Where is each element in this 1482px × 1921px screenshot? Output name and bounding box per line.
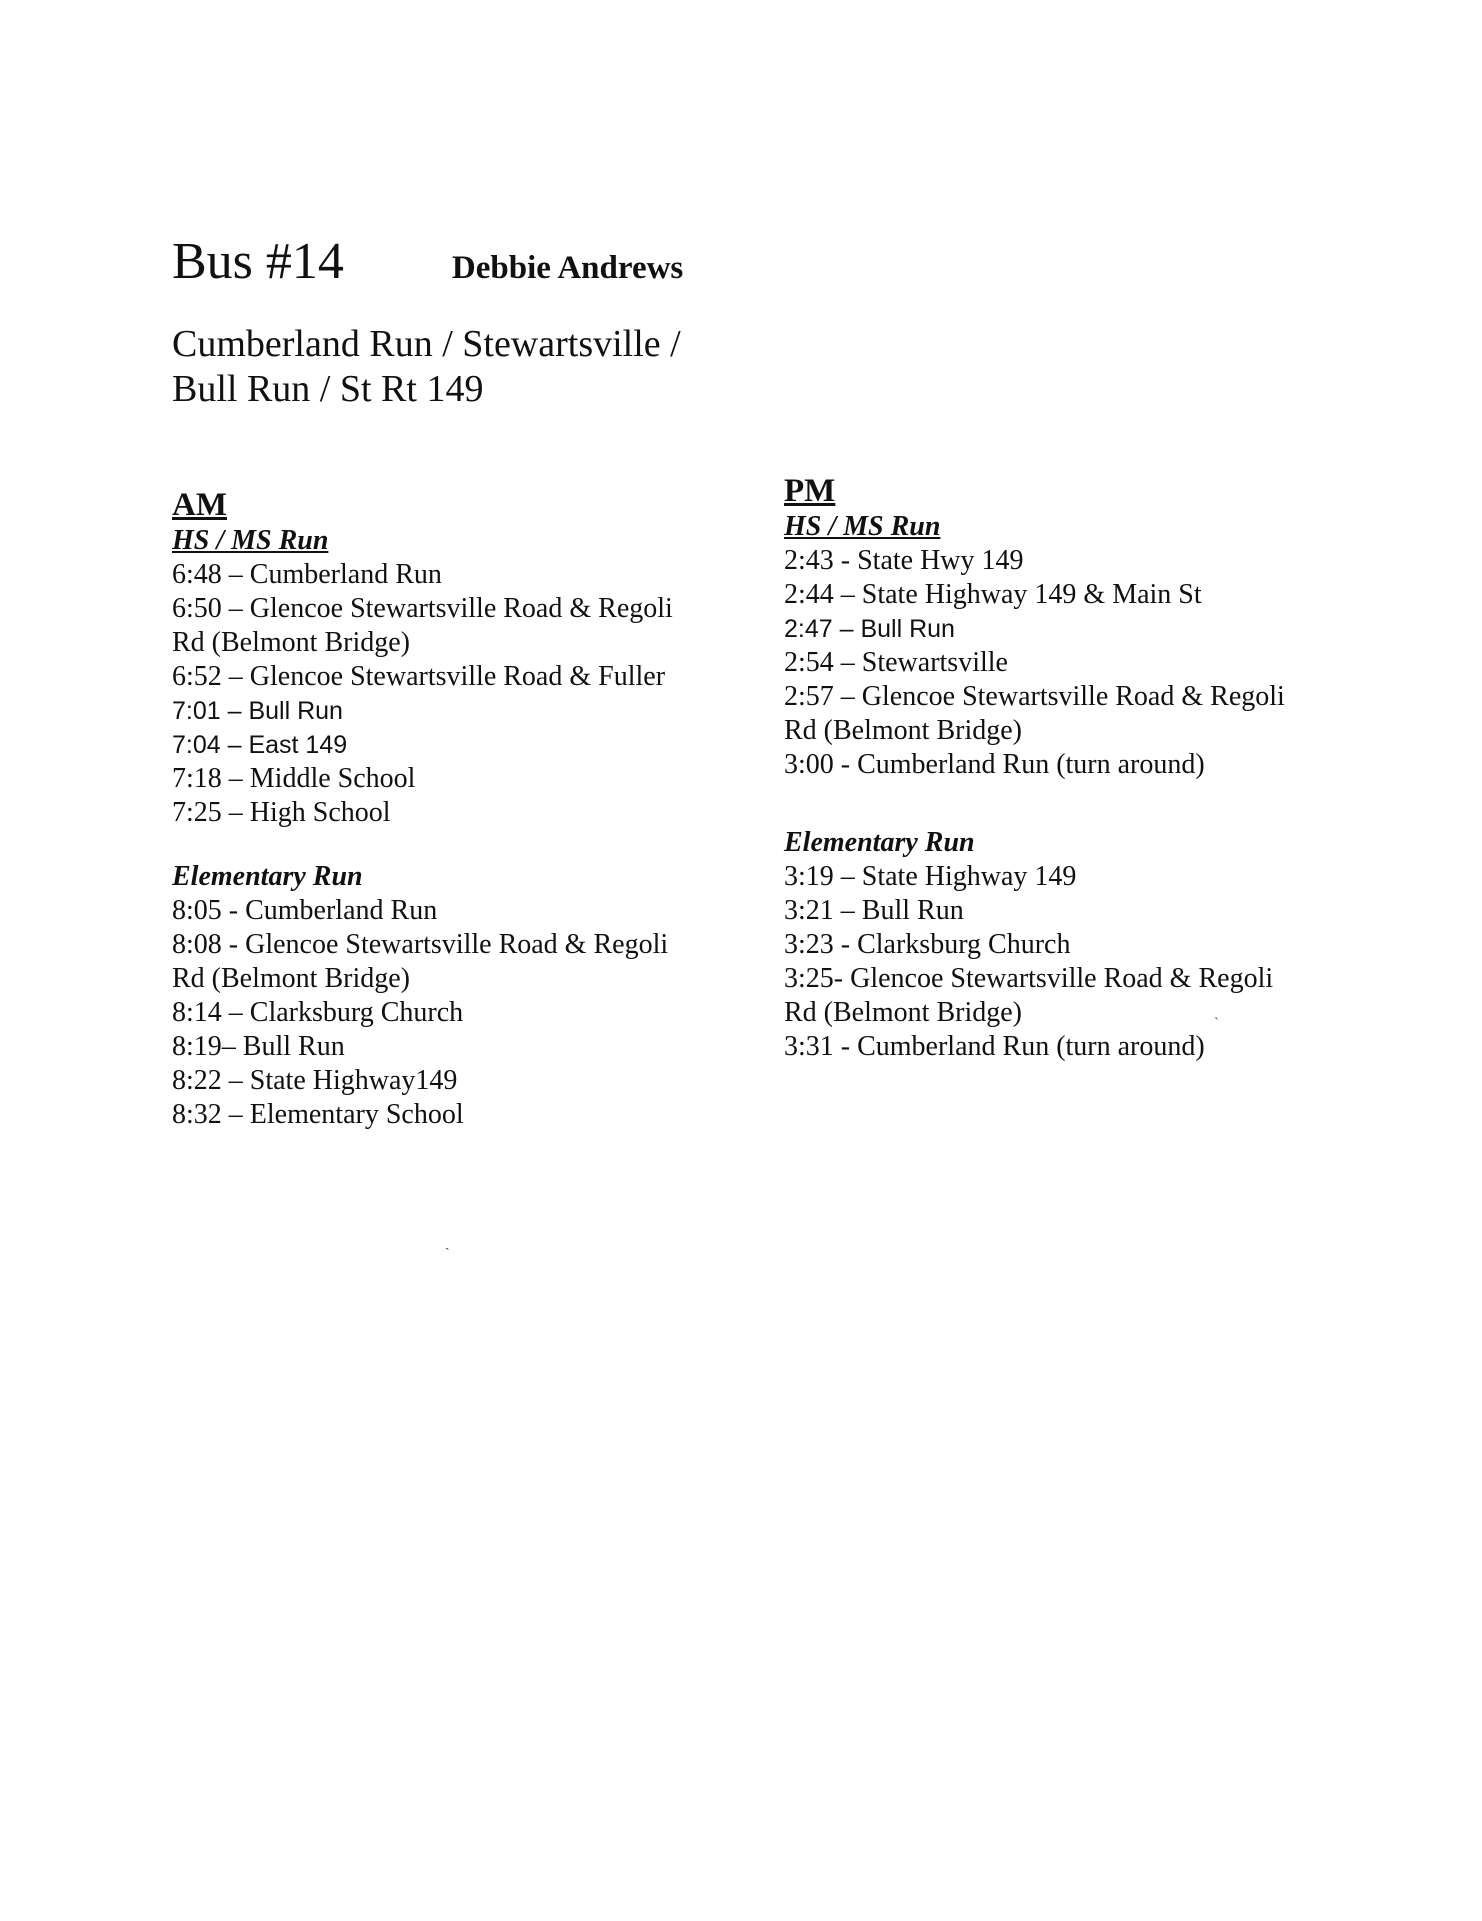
- stop-item: 2:54 – Stewartsville: [784, 647, 1008, 678]
- am-heading: AM: [172, 487, 227, 523]
- stop-item: 3:00 - Cumberland Run (turn around): [784, 749, 1205, 780]
- pm-elementary-heading: Elementary Run: [784, 827, 975, 858]
- stop-item: 8:14 – Clarksburg Church: [172, 997, 464, 1028]
- stop-item: 3:31 - Cumberland Run (turn around): [784, 1031, 1205, 1062]
- stop-item: 2:57 – Glencoe Stewartsville Road & Regoli: [784, 681, 1285, 712]
- pm-hs-ms-run: [784, 510, 1344, 782]
- pm-hs-ms-stop-list: [784, 544, 1344, 782]
- scan-speck: ˋ: [1214, 1016, 1219, 1031]
- stop-item: 3:21 – Bull Run: [784, 895, 964, 926]
- am-elementary-run: [172, 860, 732, 1132]
- pm-elementary-run: [784, 826, 1344, 1064]
- stop-item: 2:47 – Bull Run: [784, 615, 955, 643]
- stop-item: Rd (Belmont Bridge): [784, 715, 1022, 746]
- am-hs-ms-stop-list: [172, 558, 732, 830]
- stop-item: 6:52 – Glencoe Stewartsville Road & Fuller: [172, 661, 666, 692]
- stop-item: 7:01 – Bull Run: [172, 697, 343, 725]
- stop-item: Rd (Belmont Bridge): [784, 997, 1022, 1028]
- route-line-1: Cumberland Run / Stewartsville /: [172, 323, 681, 365]
- am-elementary-stop-list: [172, 894, 732, 1132]
- pm-hs-ms-heading: HS / MS Run: [784, 511, 941, 542]
- stop-item: 7:25 – High School: [172, 797, 391, 828]
- title-row: [172, 232, 892, 292]
- stop-item: 3:23 - Clarksburg Church: [784, 929, 1071, 960]
- stop-item: 7:04 – East 149: [172, 731, 348, 759]
- driver-name: Debbie Andrews: [451, 250, 684, 286]
- am-schedule: [172, 486, 732, 1132]
- route-description: [172, 322, 732, 412]
- stop-item: 8:08 - Glencoe Stewartsville Road & Regoli: [172, 929, 669, 960]
- stop-item: 7:18 – Middle School: [172, 763, 416, 794]
- route-line-2: Bull Run / St Rt 149: [172, 368, 484, 410]
- stop-item: 8:32 – Elementary School: [172, 1099, 464, 1130]
- pm-schedule: [784, 472, 1344, 1064]
- stop-item: 6:50 – Glencoe Stewartsville Road & Regoli: [172, 593, 673, 624]
- stop-item: 3:25- Glencoe Stewartsville Road & Regoli: [784, 963, 1274, 994]
- stop-item: 8:22 – State Highway149: [172, 1065, 458, 1096]
- am-hs-ms-heading: HS / MS Run: [172, 525, 329, 556]
- stop-item: 2:43 - State Hwy 149: [784, 545, 1024, 576]
- stop-item: 8:05 - Cumberland Run: [172, 895, 438, 926]
- stop-item: 2:44 – State Highway 149 & Main St: [784, 579, 1202, 610]
- pm-elementary-stop-list: [784, 860, 1344, 1064]
- bus-title: Bus #14: [172, 233, 344, 290]
- document-header: [172, 232, 892, 412]
- am-elementary-heading: Elementary Run: [172, 861, 363, 892]
- stop-item: Rd (Belmont Bridge): [172, 627, 410, 658]
- am-hs-ms-run: [172, 524, 732, 830]
- stop-item: Rd (Belmont Bridge): [172, 963, 410, 994]
- scan-speck: ˏ: [445, 1236, 450, 1251]
- stop-item: 6:48 – Cumberland Run: [172, 559, 442, 590]
- stop-item: 3:19 – State Highway 149: [784, 861, 1077, 892]
- pm-heading: PM: [784, 473, 836, 509]
- stop-item: 8:19– Bull Run: [172, 1031, 345, 1062]
